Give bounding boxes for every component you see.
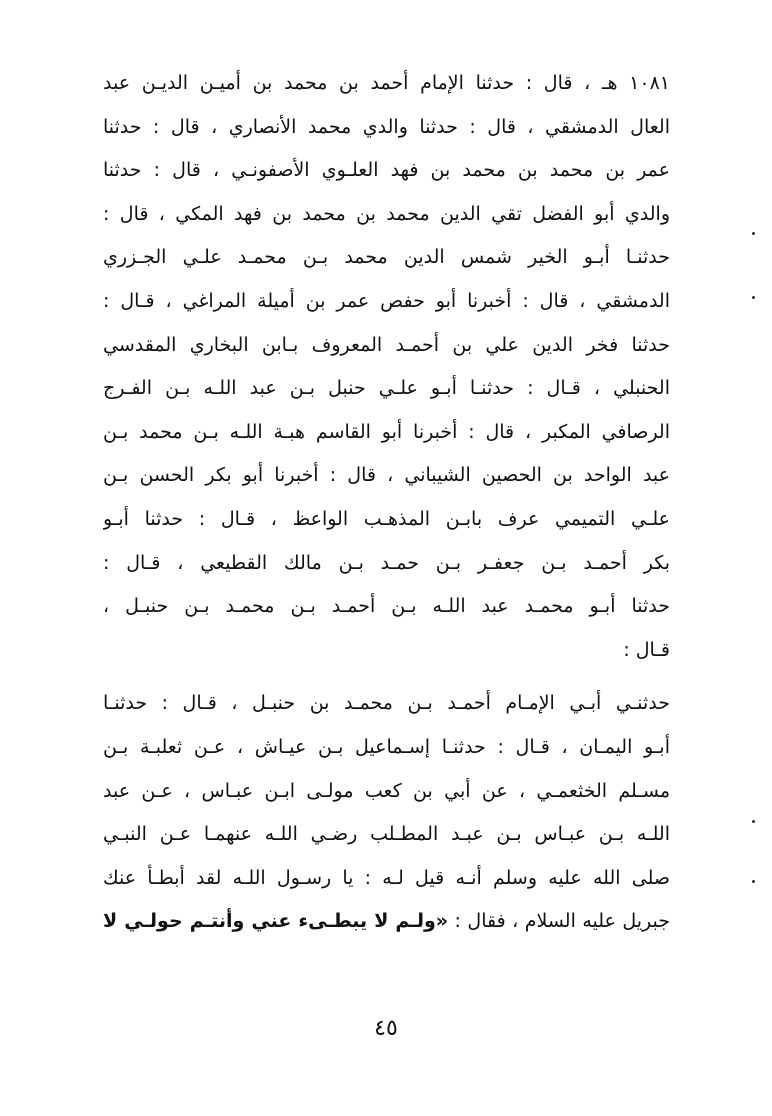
page-number: ٤٥: [374, 1016, 398, 1041]
paragraph-2: [103, 682, 670, 944]
text-line: الدمشقي ، قال : أخبرنا أبو حفص عمر بن أميلة المراغي ، قـال :: [103, 289, 670, 312]
text-line: حدثنا أبـو محمـد عبد اللـه بـن أحمـد بـن محمـد بـن حنبـل ،: [103, 595, 670, 618]
text-line-final: [103, 900, 670, 944]
text-line: عمر بن محمد بن محمد بن فهد العلـوي الأصفونـي ، قال : حدثنا: [103, 159, 670, 182]
text-line: مسـلم الخثعمـي ، عن أبي بن كعب مولـى ابـن عبـاس ، عـن عبد: [103, 779, 670, 802]
paragraph-1: [103, 62, 670, 672]
text-line: عبد الواحد بن الحصين الشيباني ، قال : أخبرنا أبو بكر الحسن بـن: [103, 464, 670, 487]
text-line: الرصافي المكبر ، قال : أخبرنا أبو القاسم هبـة اللـه بـن محمد بـن: [103, 420, 670, 443]
scan-speck: [752, 820, 755, 823]
text-line: العال الدمشقي ، قال : حدثنا والدي محمد الأنصاري ، قال : حدثنا: [103, 115, 670, 138]
text-line: حدثنـا أبـو الخير شمس الدين محمد بـن محمـد علـي الجـزري: [103, 246, 670, 269]
scan-speck: [752, 880, 755, 883]
text-line: بكر أحمـد بـن جعفـر بـن حمـد بـن مالك القطيعي ، قـال :: [103, 551, 670, 574]
text-line: أبـو اليمـان ، قـال : حدثنـا إسـماعيل بـن عيـاش ، عـن ثعلبـة بـن: [103, 735, 670, 758]
text-line: علـي التميمي عرف بابـن المذهـب الواعظ ، قـال : حدثنا أبـو: [103, 507, 670, 530]
body-text: [103, 62, 670, 944]
text-line: والدي أبو الفضل تقي الدين محمد بن محمد بن فهد المكي ، قال :: [103, 202, 670, 225]
text-line: حدثنـي أبـي الإمـام أحمـد بـن محمـد بن حنبـل ، قـال : حدثنـا: [103, 692, 670, 715]
text-line: قـال :: [623, 638, 670, 661]
hadith-quote-bold: «ولـم لا يبطـىء عني وأنتـم حولـي لا: [103, 910, 449, 933]
paragraph-gap: [103, 672, 670, 682]
text-line: ١٠٨١ هـ ، قال : حدثنا الإمام أحمد بن محمد بن أميـن الديـن عبد: [103, 72, 670, 94]
final-line-prefix: جبريل عليه السلام ، فقال :: [448, 910, 670, 933]
scan-speck: [752, 296, 755, 299]
text-line: حدثنا فخر الدين علي بن أحمـد المعروف بـابن البخاري المقدسي: [103, 333, 670, 356]
scan-speck: [752, 232, 755, 235]
text-line: اللـه بـن عبـاس بـن عبـد المطـلب رضـي اللـه عنهمـا عـن النبـي: [103, 823, 670, 846]
text-line: صلى الله عليه وسلم أنـه قيل لـه : يا رسـول اللـه لقد أبطـأ عنك: [103, 866, 670, 889]
text-line: الحنبلي ، قـال : حدثنـا أبـو علـي حنبل بـن عبد اللـه بـن الفـرج: [103, 377, 670, 400]
